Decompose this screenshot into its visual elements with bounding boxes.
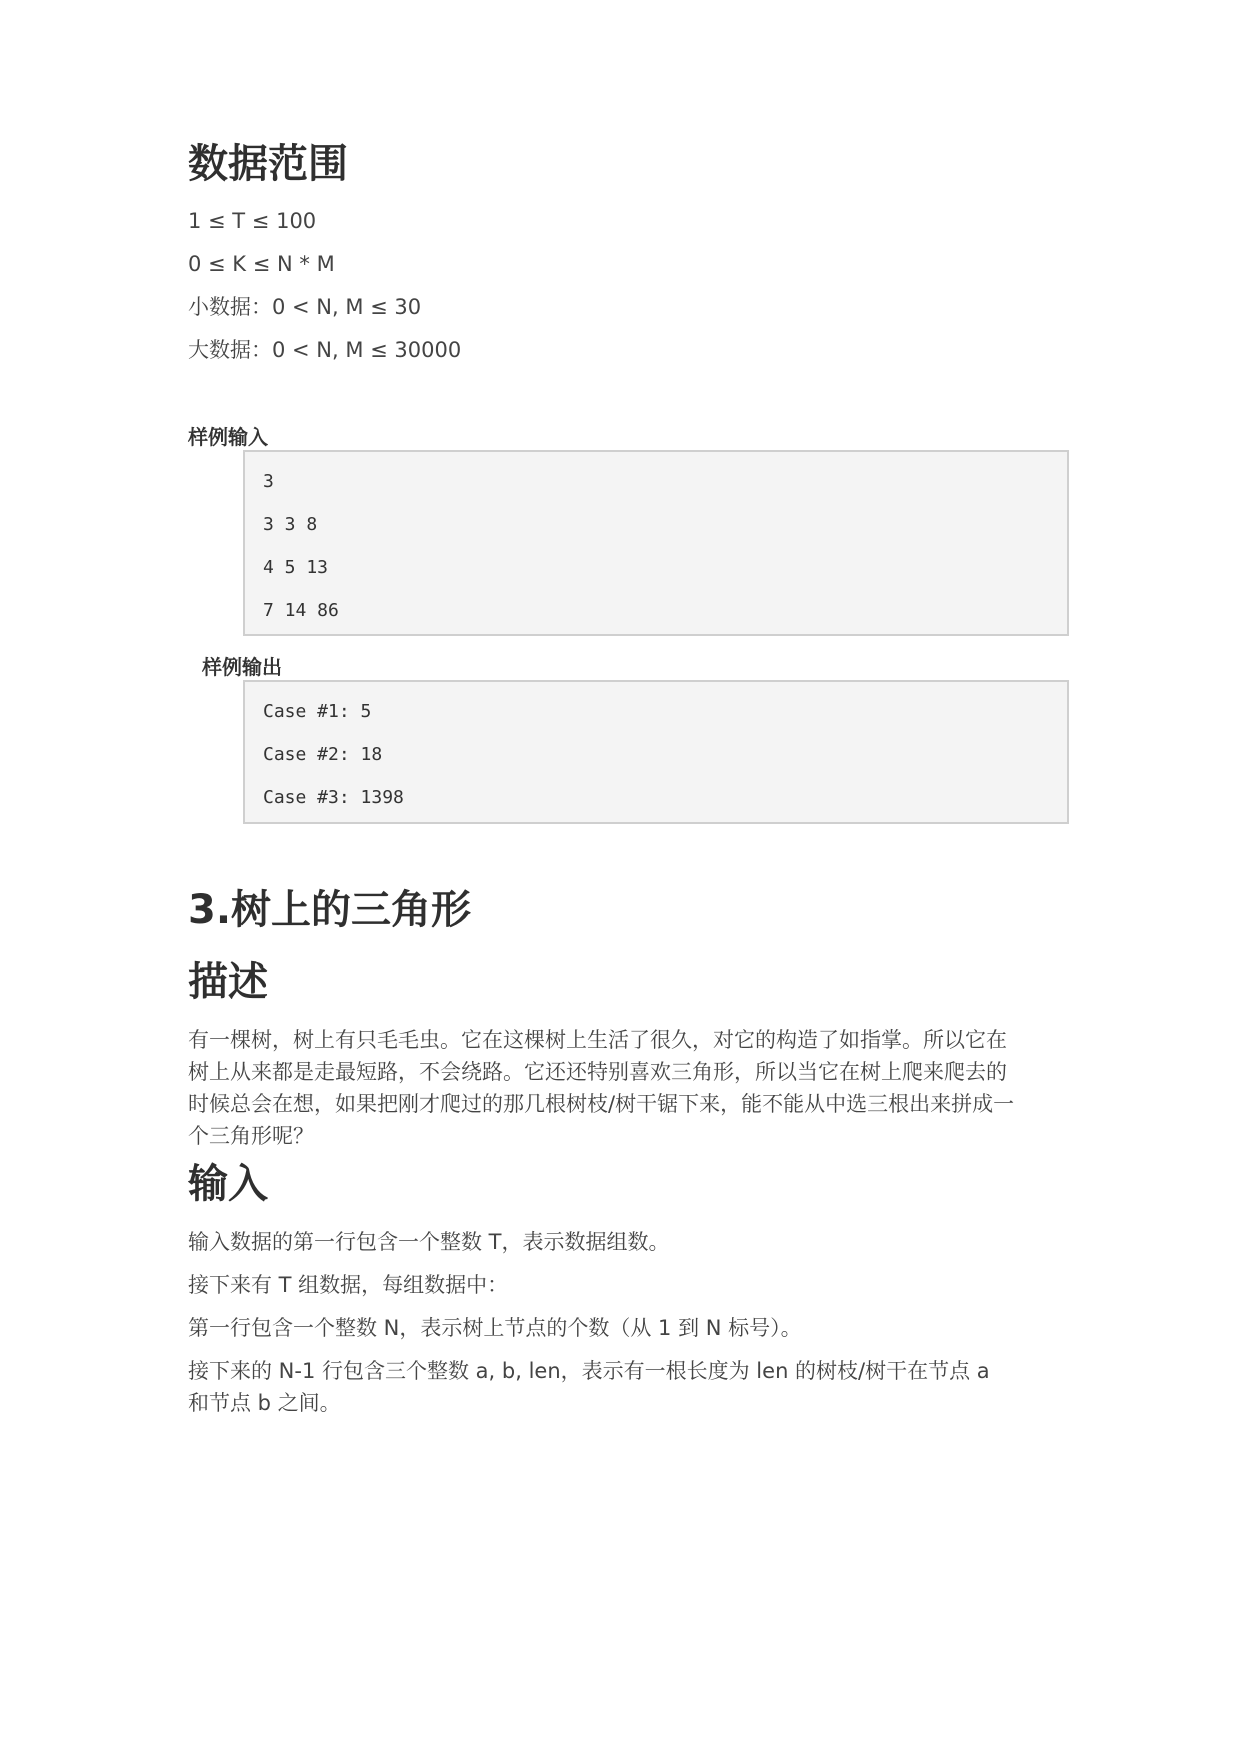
input-paragraph [188,1355,1068,1419]
sample-output-label: 样例输出 [202,655,282,679]
paragraph-line: 时候总会在想，如果把刚才爬过的那几根树枝/树干锯下来，能不能从中选三根出来拼成一 [188,1092,1015,1116]
code-line: 7 14 86 [263,600,339,621]
section-title-describe: 描述 [188,959,268,1005]
input-line: 第一行包含一个整数 N，表示树上节点的个数（从 1 到 N 标号）。 [188,1316,802,1340]
input-line: 接下来有 T 组数据，每组数据中： [188,1273,509,1297]
paragraph-line: 有一棵树，树上有只毛毛虫。它在这棵树上生活了很久，对它的构造了如指掌。所以它在 [188,1028,1007,1052]
code-line: 4 5 13 [263,557,329,578]
paragraph-line: 和节点 b 之间。 [188,1391,341,1415]
problem-title: 3.树上的三角形 [188,887,472,933]
range-line-small: 小数据：0 < N, M ≤ 30 [188,295,422,319]
paragraph-line: 树上从来都是走最短路，不会绕路。它还还特别喜欢三角形，所以当它在树上爬来爬去的 [188,1060,1007,1084]
range-line: 1 ≤ T ≤ 100 [188,209,317,233]
code-line: 3 3 8 [263,514,318,535]
section-title-input: 输入 [188,1161,268,1207]
paragraph-line: 接下来的 N-1 行包含三个整数 a, b, len，表示有一根长度为 len 的树枝/树干在节点 a [188,1359,990,1383]
range-line: 0 ≤ K ≤ N * M [188,252,335,276]
sample-input-codebox [243,450,1069,636]
describe-paragraph [188,1024,1068,1152]
range-line-large: 大数据：0 < N, M ≤ 30000 [188,338,462,362]
code-line: 3 [263,471,274,492]
sample-input-label: 样例输入 [188,425,268,449]
code-line: Case #3: 1398 [263,787,404,808]
code-line: Case #1: 5 [263,701,372,722]
input-line: 输入数据的第一行包含一个整数 T，表示数据组数。 [188,1230,670,1254]
paragraph-line: 个三角形呢？ [188,1124,314,1148]
sample-output-codebox [243,680,1069,824]
code-line: Case #2: 18 [263,744,383,765]
section-title-range: 数据范围 [188,141,348,187]
